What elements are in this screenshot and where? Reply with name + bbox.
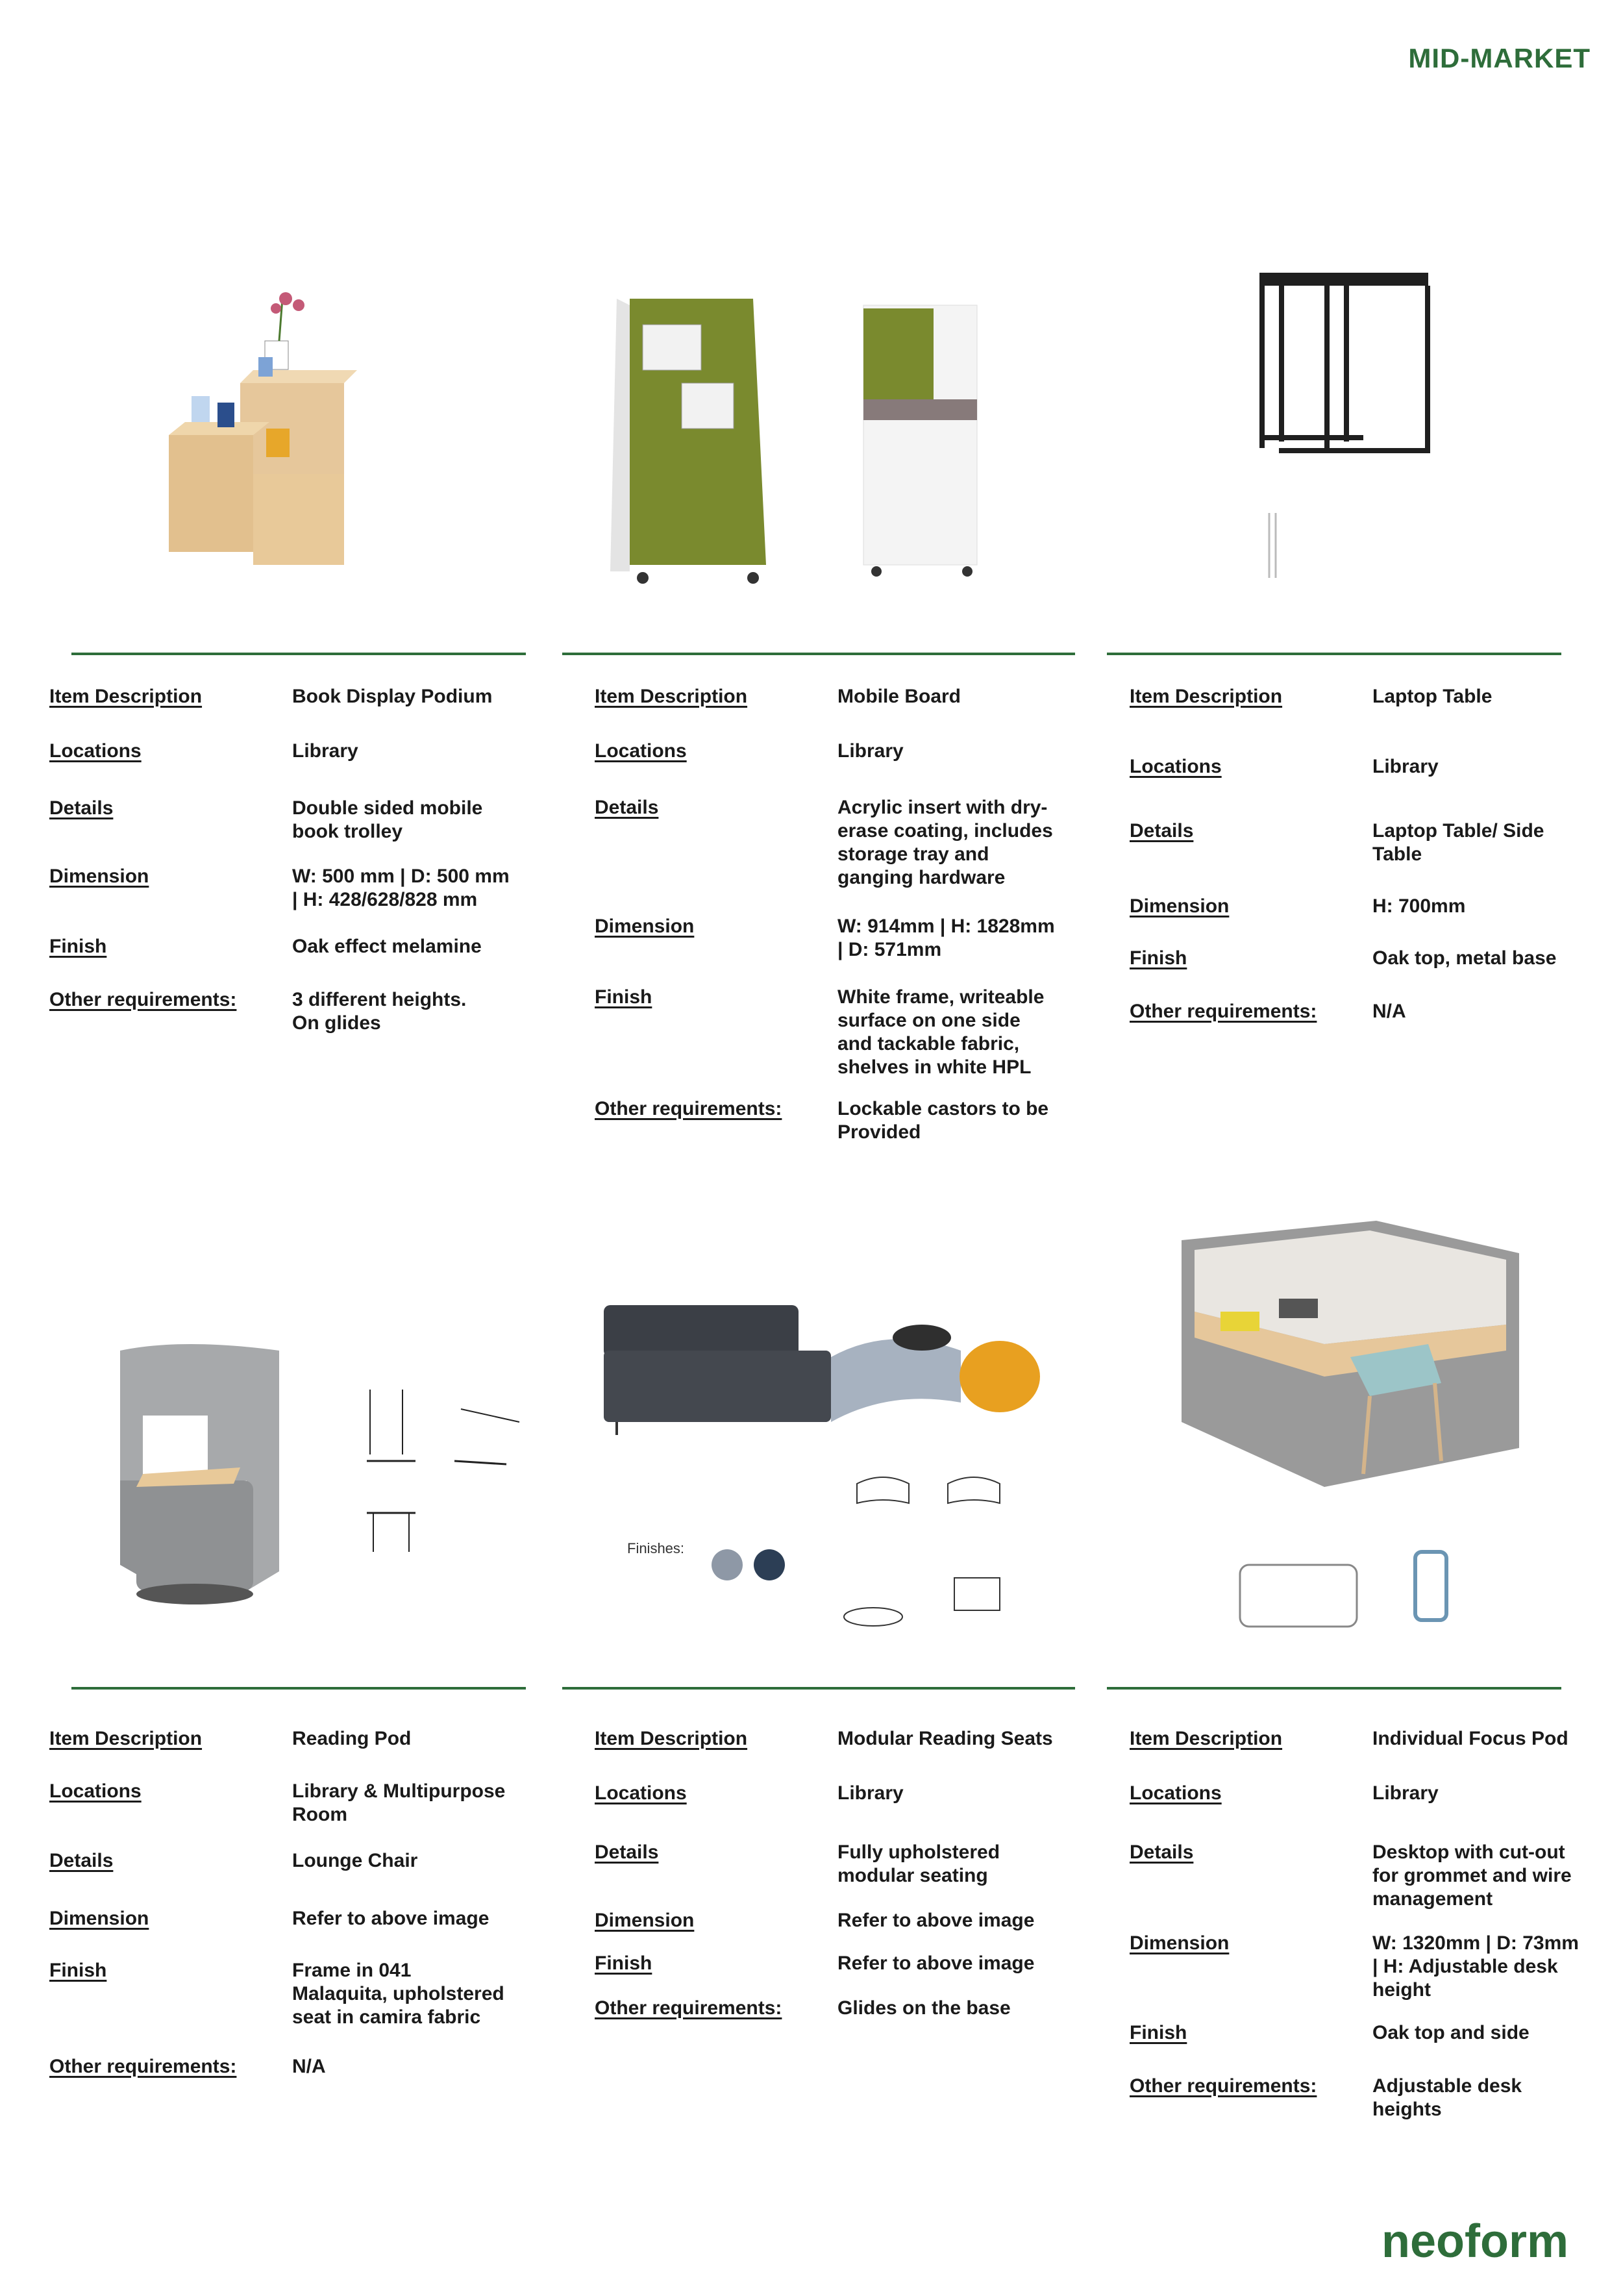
dimension-value: W: 500 mm | D: 500 mm | H: 428/628/828 mm (292, 866, 510, 910)
details-label: Details (1130, 820, 1194, 842)
item-description-value: Modular Reading Seats (837, 1728, 1053, 1749)
book-display-podium-image (149, 279, 396, 578)
locations-label: Locations (595, 740, 687, 762)
finish-label: Finish (595, 986, 652, 1008)
other-requirements-value: Lockable castors to be Provided (837, 1098, 1049, 1143)
product-spec-individual-focus-pod (1130, 1727, 1610, 2130)
neoform-logo (1381, 2213, 1570, 2271)
dimension-value: Refer to above image (837, 1910, 1035, 1931)
dimension-label: Dimension (1130, 1932, 1230, 1954)
finish-label: Finish (1130, 947, 1187, 969)
divider-2 (562, 653, 1075, 655)
locations-value: Library & Multipurpose Room (292, 1780, 506, 1825)
divider-1 (71, 653, 526, 655)
product-spec-mobile-board (595, 685, 1088, 1153)
locations-label: Locations (49, 740, 142, 762)
other-requirements-value: N/A (292, 2056, 326, 2077)
other-requirements-label: Other requirements: (49, 989, 237, 1010)
divider-3 (1107, 653, 1561, 655)
finish-label: Finish (49, 936, 107, 957)
divider-4 (71, 1687, 526, 1690)
item-description-value: Laptop Table (1372, 686, 1493, 707)
individual-focus-pod-image (1156, 1214, 1519, 1669)
item-description-label: Item Description (49, 1728, 203, 1749)
dimension-label: Dimension (49, 866, 149, 887)
locations-value: Library (837, 1782, 904, 1804)
svg-text:neoform: neoform (1381, 2215, 1568, 2267)
dimension-value: Refer to above image (292, 1908, 489, 1929)
item-description-label: Item Description (1130, 686, 1283, 707)
dimension-value: W: 1320mm | D: 73mm | H: Adjustable desk height (1372, 1932, 1579, 2001)
finishes-label: Finishes: (627, 1540, 685, 1556)
locations-value: Library (1372, 1782, 1439, 1804)
product-spec-modular-reading-seats (595, 1727, 1088, 2019)
reading-pod-image (65, 1331, 532, 1636)
finish-label: Finish (49, 1960, 107, 1981)
item-description-label: Item Description (595, 1728, 748, 1749)
other-requirements-label: Other requirements: (49, 2056, 237, 2077)
other-requirements-label: Other requirements: (1130, 2075, 1317, 2097)
locations-value: Library (292, 740, 358, 762)
other-requirements-value: 3 different heights. On glides (292, 989, 467, 1034)
item-description-value: Individual Focus Pod (1372, 1728, 1568, 1749)
finish-value: Oak top and side (1372, 2022, 1530, 2043)
dimension-label: Dimension (595, 916, 695, 937)
dimension-label: Dimension (49, 1908, 149, 1929)
details-label: Details (49, 797, 114, 819)
laptop-table-image (1233, 266, 1441, 591)
locations-label: Locations (595, 1782, 687, 1804)
details-value: Laptop Table/ Side Table (1372, 820, 1544, 865)
divider-5 (562, 1687, 1075, 1690)
segment-label: MID-MARKET (1408, 43, 1591, 73)
product-spec-book-display-podium (49, 685, 543, 1049)
finish-label: Finish (1130, 2022, 1187, 2043)
details-label: Details (1130, 1841, 1194, 1863)
item-description-label: Item Description (595, 686, 748, 707)
product-spec-reading-pod (49, 1727, 543, 2091)
dimension-value: H: 700mm (1372, 895, 1466, 917)
finish-value: Oak top, metal base (1372, 947, 1557, 969)
dimension-label: Dimension (595, 1910, 695, 1931)
details-value: Double sided mobile book trolley (292, 797, 483, 842)
other-requirements-value: Adjustable desk heights (1372, 2075, 1522, 2120)
details-value: Desktop with cut-out for grommet and wire management (1372, 1841, 1572, 1910)
other-requirements-label: Other requirements: (595, 1098, 782, 1119)
locations-value: Library (837, 740, 904, 762)
finish-value: Frame in 041 Malaquita, upholstered seat in camira fabric (292, 1960, 504, 2028)
finish-value: Oak effect melamine (292, 936, 482, 957)
details-label: Details (49, 1850, 114, 1871)
locations-label: Locations (49, 1780, 142, 1802)
finish-label: Finish (595, 1953, 652, 1974)
item-description-value: Reading Pod (292, 1728, 412, 1749)
details-value: Fully upholstered modular seating (837, 1841, 1000, 1886)
other-requirements-value: N/A (1372, 1001, 1406, 1022)
divider-6 (1107, 1687, 1561, 1690)
details-label: Details (595, 1841, 659, 1863)
other-requirements-label: Other requirements: (595, 1997, 782, 2019)
dimension-value: W: 914mm | H: 1828mm | D: 571mm (837, 916, 1055, 960)
details-value: Acrylic insert with dry- erase coating, includes storage tray and ganging hardware (837, 797, 1053, 888)
details-label: Details (595, 797, 659, 818)
other-requirements-label: Other requirements: (1130, 1001, 1317, 1022)
modular-reading-seats-image (597, 1279, 1065, 1662)
item-description-value: Book Display Podium (292, 686, 493, 707)
locations-label: Locations (1130, 1782, 1222, 1804)
item-description-value: Mobile Board (837, 686, 961, 707)
finish-value: White frame, writeable surface on one side and tackable fabric, shelves in white HPL (837, 986, 1045, 1078)
finish-value: Refer to above image (837, 1953, 1035, 1974)
product-spec-laptop-table (1130, 685, 1610, 1036)
locations-label: Locations (1130, 756, 1222, 777)
dimension-label: Dimension (1130, 895, 1230, 917)
item-description-label: Item Description (49, 686, 203, 707)
details-value: Lounge Chair (292, 1850, 418, 1871)
mobile-board-image (604, 292, 1032, 597)
item-description-label: Item Description (1130, 1728, 1283, 1749)
other-requirements-value: Glides on the base (837, 1997, 1011, 2019)
locations-value: Library (1372, 756, 1439, 777)
